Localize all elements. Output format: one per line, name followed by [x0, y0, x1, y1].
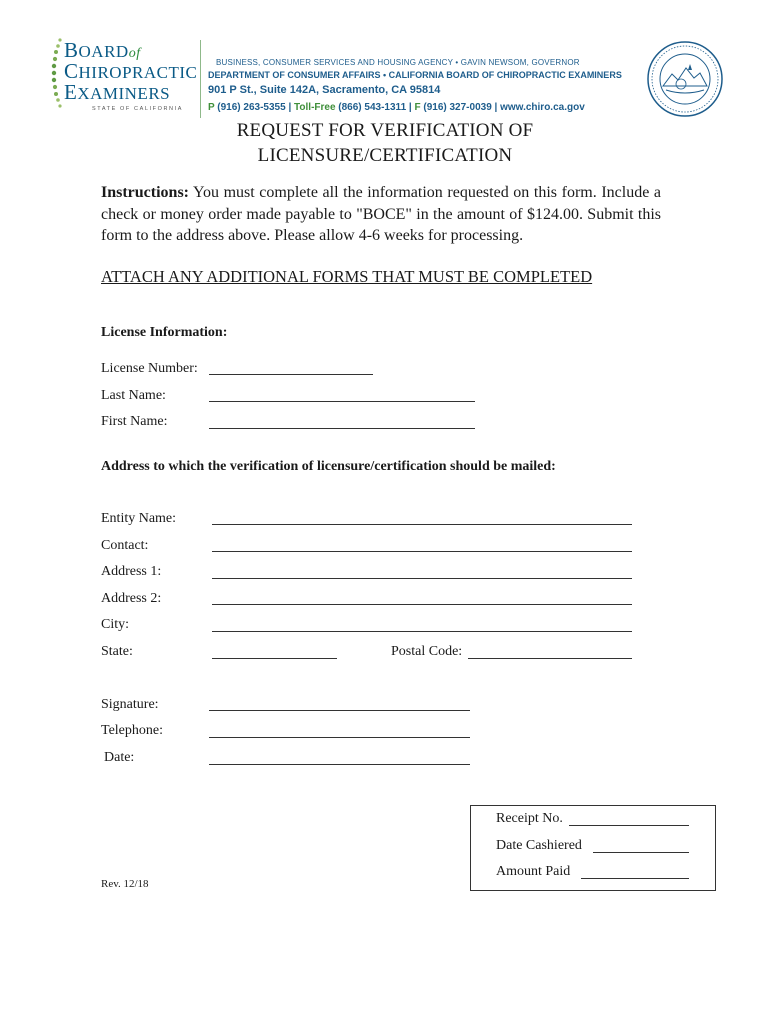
form-title-line1: REQUEST FOR VERIFICATION OF: [236, 120, 534, 141]
date-cashiered-label: Date Cashiered: [496, 838, 582, 853]
postal-code-field[interactable]: [468, 658, 632, 659]
entity-name-label: Entity Name:: [101, 511, 177, 526]
telephone-label: Telephone:: [101, 723, 163, 738]
state-field[interactable]: [212, 658, 337, 659]
receipt-no-field[interactable]: [569, 825, 689, 826]
receipt-no-label: Receipt No.: [496, 811, 563, 826]
state-label: State:: [101, 644, 133, 659]
logo-dots-icon: [48, 36, 64, 114]
signature-label: Signature:: [101, 697, 159, 712]
last-name-field[interactable]: [209, 401, 475, 402]
first-name-label: First Name:: [101, 414, 168, 429]
revision-label: Rev. 12/18: [101, 878, 149, 890]
mailing-section-heading: Address to which the verification of licensure/certification should be mailed:: [101, 459, 556, 474]
city-label: City:: [101, 617, 130, 632]
last-name-label: Last Name:: [101, 388, 166, 403]
license-section-heading: License Information:: [101, 325, 228, 340]
license-number-label: License Number:: [101, 361, 198, 376]
state-seal-icon: [646, 40, 724, 118]
instructions-paragraph: [101, 182, 661, 247]
contact-label: Contact:: [101, 538, 149, 553]
signature-field[interactable]: [209, 710, 470, 711]
attach-notice: ATTACH ANY ADDITIONAL FORMS THAT MUST BE COMPLETED: [101, 267, 593, 286]
board-logo: [48, 36, 198, 114]
instructions-label: Instructions:: [101, 184, 190, 201]
postal-code-label: Postal Code:: [391, 644, 463, 659]
city-field[interactable]: [212, 631, 632, 632]
form-title-line2: LICENSURE/CERTIFICATION: [257, 145, 513, 166]
amount-paid-label: Amount Paid: [496, 864, 571, 879]
address1-label: Address 1:: [101, 564, 162, 579]
logo-wordmark: BOARDof CHIROPRACTIC EXAMINERS STATE OF CALIFORNIA: [64, 38, 198, 112]
date-cashiered-field[interactable]: [593, 852, 689, 853]
department-line: DEPARTMENT OF CONSUMER AFFAIRS • CALIFORNIA BOARD OF CHIROPRACTIC EXAMINERS: [208, 70, 622, 80]
address2-label: Address 2:: [101, 591, 162, 606]
telephone-field[interactable]: [209, 737, 470, 738]
contact-field[interactable]: [212, 551, 632, 552]
address1-field[interactable]: [212, 578, 632, 579]
instructions-text: You must complete all the information requested on this form. Include a check or money order made payable to "BOCE" in the amount of $124.00. Submit this form to the address above. Please allow 4-6 weeks for processing.: [101, 184, 661, 244]
first-name-field[interactable]: [209, 428, 475, 429]
agency-line: BUSINESS, CONSUMER SERVICES AND HOUSING AGENCY • GAVIN NEWSOM, GOVERNOR: [216, 58, 580, 67]
date-field[interactable]: [209, 764, 470, 765]
license-number-field[interactable]: [209, 374, 373, 375]
logo-state-label: STATE OF CALIFORNIA: [92, 106, 184, 112]
date-label: Date:: [104, 750, 135, 765]
office-address: 901 P St., Suite 142A, Sacramento, CA 95814: [208, 84, 441, 96]
header-divider: [200, 40, 201, 118]
amount-paid-field[interactable]: [581, 878, 689, 879]
address2-field[interactable]: [212, 604, 632, 605]
entity-name-field[interactable]: [212, 524, 632, 525]
contact-phones: P (916) 263-5355 | Toll-Free (866) 543-1311 | F (916) 327-0039 | www.chiro.ca.gov: [208, 102, 585, 113]
